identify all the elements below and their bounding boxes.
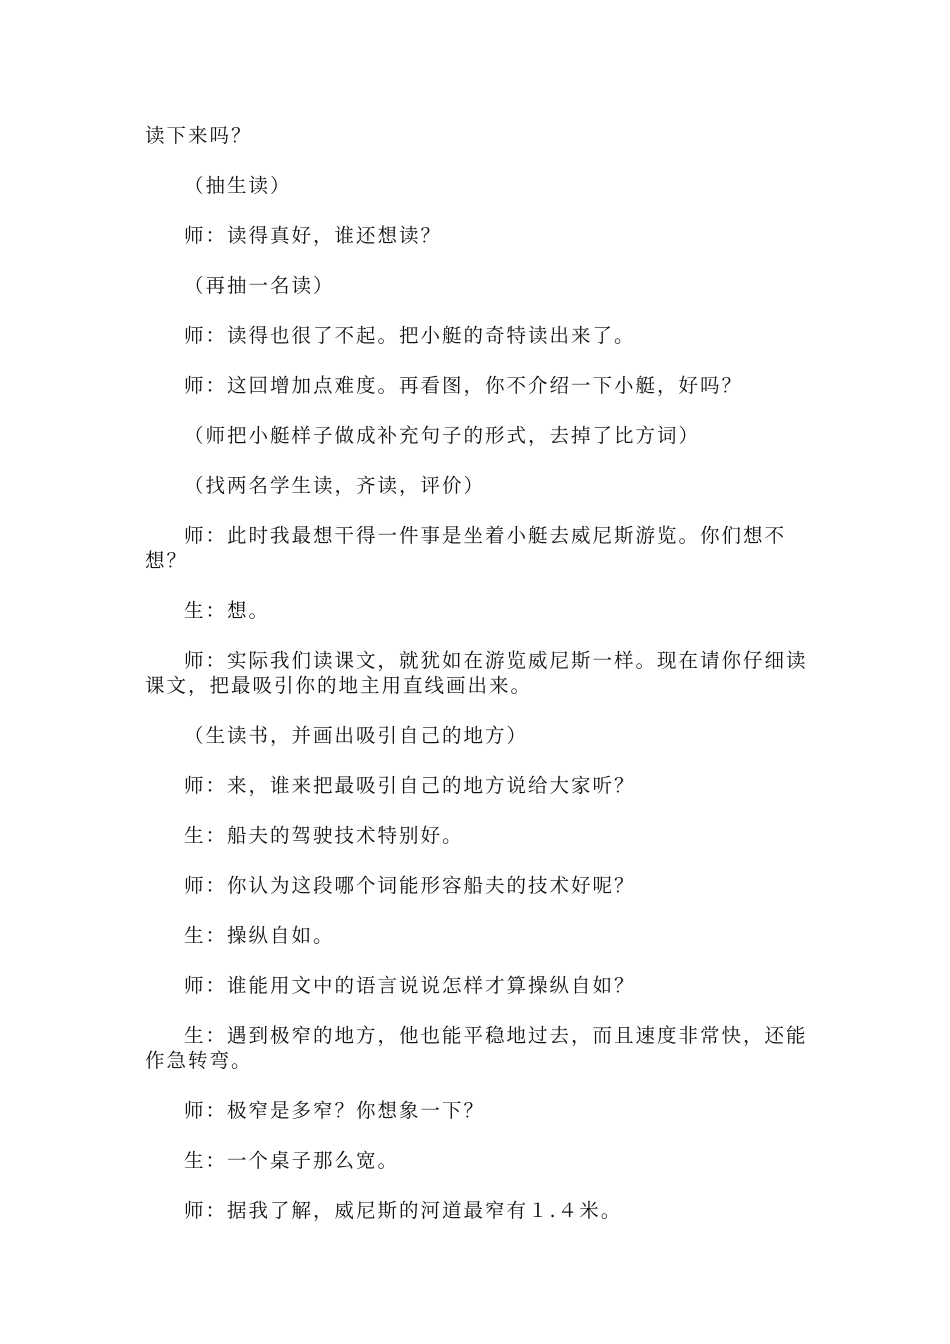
dialogue-line: 师：据我了解，威尼斯的河道最窄有１.４米。 — [184, 1199, 623, 1222]
dialogue-line: 师：读得也很了不起。把小艇的奇特读出来了。 — [184, 324, 636, 347]
dialogue-line: 生：遇到极窄的地方，他也能平稳地过去，而且速度非常快，还能作急转弯。 — [145, 1024, 808, 1072]
stage-direction: （师把小艇样子做成补充句子的形式，去掉了比方词） — [184, 424, 701, 447]
stage-direction: （再抽一名读） — [184, 274, 335, 297]
stage-direction: （生读书，并画出吸引自己的地方） — [184, 724, 529, 747]
dialogue-line: 师：实际我们读课文，就犹如在游览威尼斯一样。现在请你仔细读课文，把最吸引你的地主用直线画出来。 — [145, 649, 808, 697]
stage-direction: （抽生读） — [184, 174, 292, 197]
dialogue-line: 师：此时我最想干得一件事是坐着小艇去威尼斯游览。你们想不想？ — [145, 524, 787, 572]
dialogue-line: 师：来，谁来把最吸引自己的地方说给大家听？ — [184, 774, 636, 797]
dialogue-line: 生：船夫的驾驶技术特别好。 — [184, 824, 464, 847]
dialogue-line: 师：你认为这段哪个词能形容船夫的技术好呢？ — [184, 874, 636, 897]
dialogue-line: 师：极窄是多窄？你想象一下？ — [184, 1099, 486, 1122]
stage-direction: （找两名学生读，齐读，评价） — [184, 474, 486, 497]
dialogue-line: 师：读得真好，谁还想读？ — [184, 224, 443, 247]
dialogue-line: 师：这回增加点难度。再看图，你不介绍一下小艇，好吗？ — [184, 374, 744, 397]
dialogue-line: 生：想。 — [184, 599, 271, 622]
dialogue-line: 生：操纵自如。 — [184, 924, 335, 947]
dialogue-line: 师：谁能用文中的语言说说怎样才算操纵自如？ — [184, 974, 636, 997]
dialogue-line: 生：一个桌子那么宽。 — [184, 1149, 400, 1172]
document-body — [145, 123, 810, 1248]
paragraph: 读下来吗？ — [145, 124, 253, 147]
